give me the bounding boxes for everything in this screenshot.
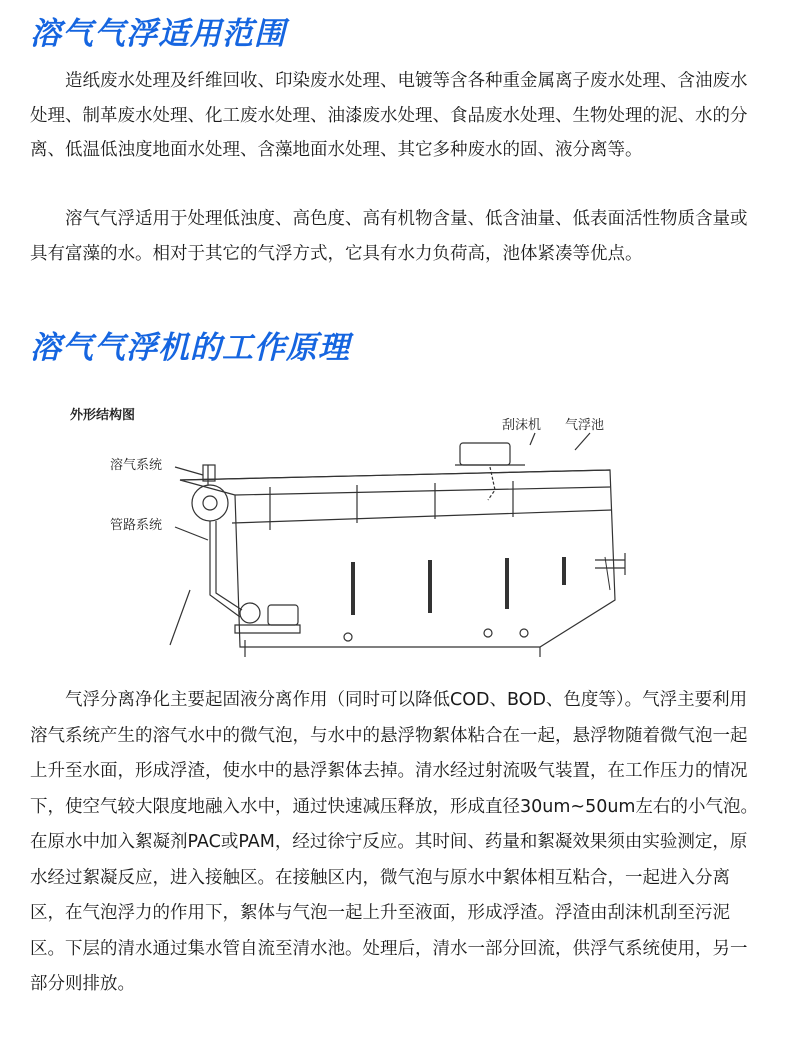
outlet-pipe [595, 553, 625, 575]
label-flotation-tank: 气浮池 [565, 418, 605, 433]
bottom-pipe [520, 629, 528, 637]
tank-body [180, 470, 615, 647]
section-title-scope: 溶气气浮适用范围 [30, 16, 286, 52]
label-scraper: 刮沫机 [502, 418, 542, 433]
tank-top-rim [180, 470, 610, 480]
section-title-principle: 溶气气浮机的工作原理 [30, 330, 350, 366]
paragraph-applications: 造纸废水处理及纤维回收、印染废水处理、电镀等含各种重金属离子废水处理、含油废水处理、制革废水处理、化工废水处理、油漆废水处理、食品废水处理、生物处理的泥、水的分离、低温低浊度地面水处理、含藻地面水处理、其它多种废水的固、液分离等。 [30, 71, 748, 160]
piping [210, 521, 216, 570]
label-dissolved-air-system: 溶气系统 [110, 458, 163, 473]
bottom-pipe [484, 629, 492, 637]
pump [240, 603, 260, 623]
paragraph-working-principle: 气浮分离净化主要起固液分离作用（同时可以降低COD、BOD、色度等）。气浮主要利用溶气系统产生的溶气水中的微气泡，与水中的悬浮物絮体粘合在一起，悬浮物随着微气泡一起上升至水面，形成浮渣，使水中的悬浮絮体去掉。清水经过射流吸气装置，在工作压力的情况下，使空气较大限度地融入水中，通过快速减压释放，形成直径30um~50um左右的小气泡。在原水中加入絮凝剂PAC或PAM，经过徐宁反应。其时间、药量和絮凝效果须由实验测定，原水经过絮凝反应，进入接触区。在接触区内，微气泡与原水中絮体相互粘合，一起进入分离区，在气泡浮力的作用下，絮体与气泡一起上升至液面，形成浮渣。浮渣由刮沫机刮至污泥区。下层的清水通过集水管自流至清水池。处理后，清水一部分回流，供浮气系统使用，另一部分则排放。 [30, 690, 758, 994]
dissolved-air-drum [192, 485, 228, 521]
pump-base [235, 625, 300, 633]
tank-waterline [232, 510, 612, 523]
structure-diagram [70, 395, 640, 670]
paragraph-advantages: 溶气气浮适用于处理低浊度、高色度、高有机物含量、低含油量、低表面活性物质含量或具有富藻的水。相对于其它的气浮方式，它具有水力负荷高，池体紧凑等优点。 [30, 209, 748, 264]
pump-motor [268, 605, 298, 625]
diagram-title: 外形结构图 [70, 408, 136, 423]
label-piping-system: 管路系统 [110, 518, 163, 533]
bottom-pipe [344, 633, 352, 641]
scraper-body [460, 443, 510, 465]
